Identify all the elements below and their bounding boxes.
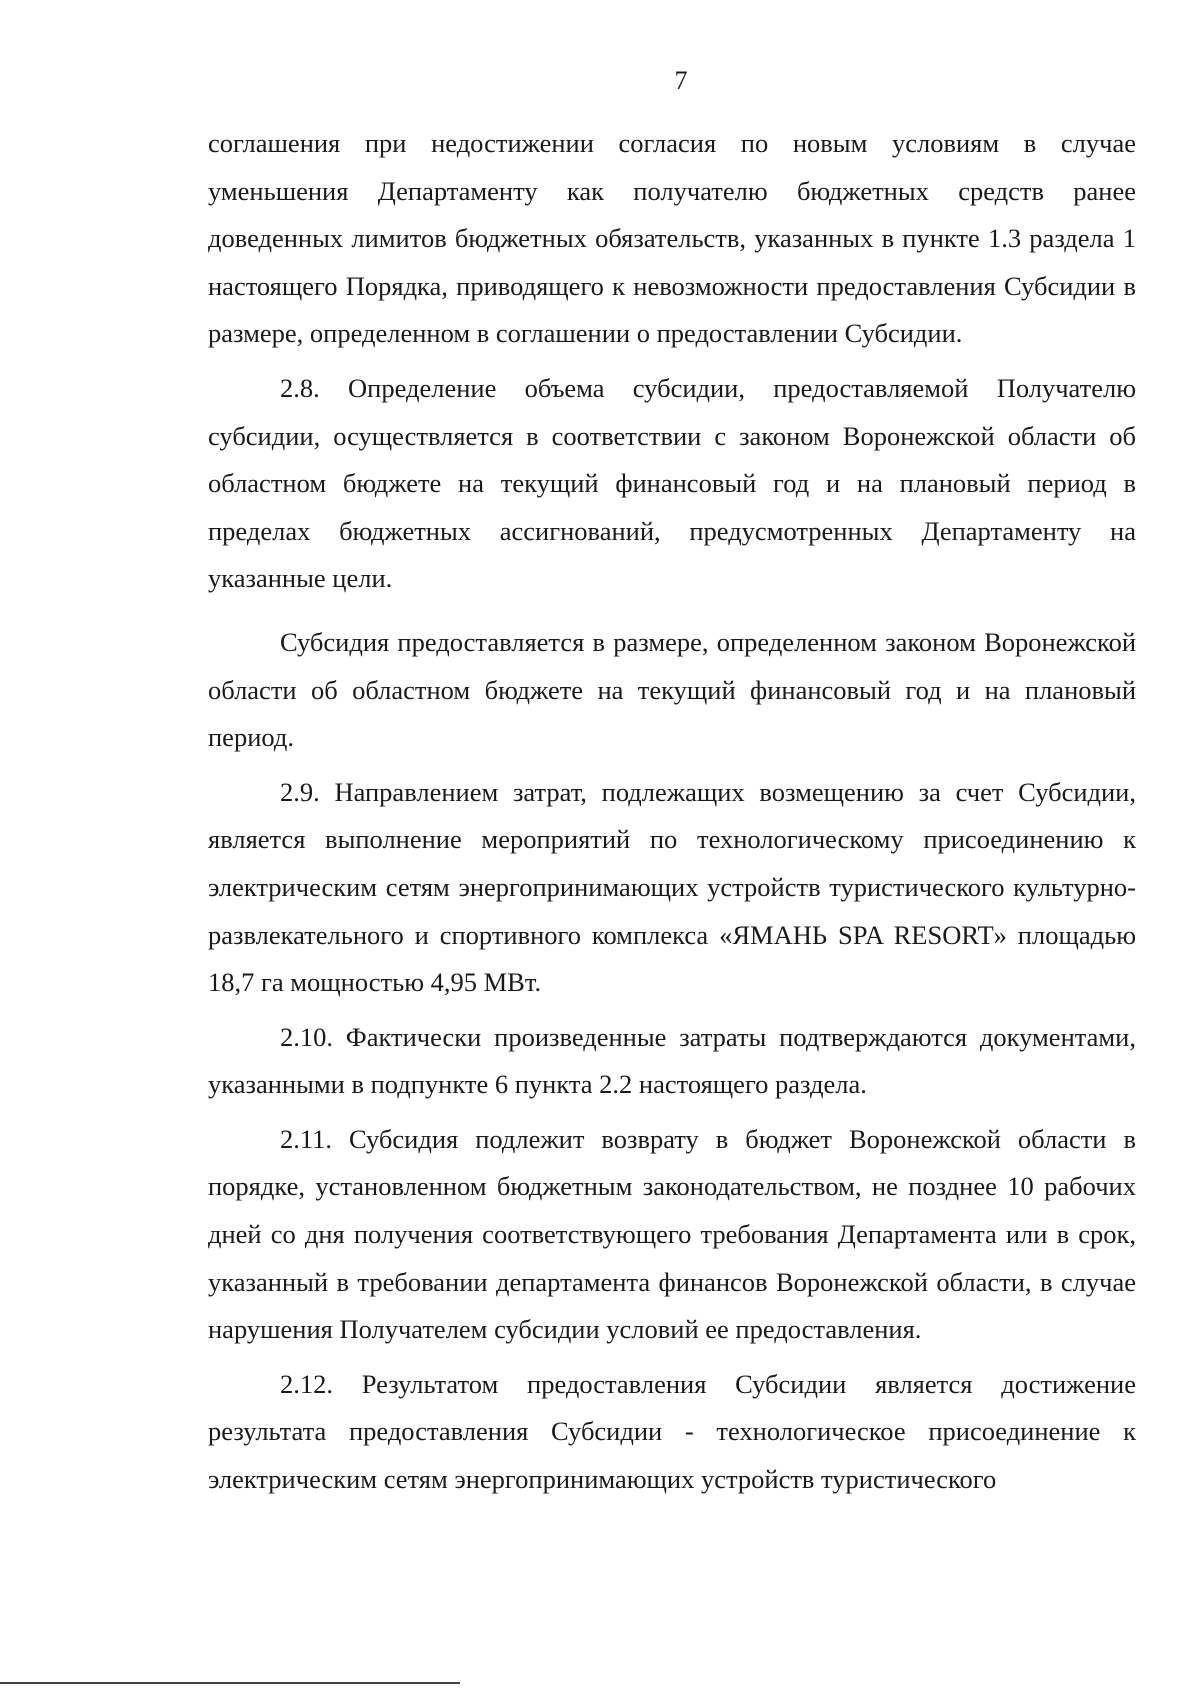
paragraph-2-12: 2.12. Результатом предоставления Субсидии является достижение результата предоставления Субсидии - технологическое присоединение к электрическим сетям энергопринимающих устройств туристического <box>208 1368 1136 1495</box>
paragraph-subsidy-amount: Субсидия предоставляется в размере, определенном законом Воронежской области об областном бюджете на текущий финансовый год и на плановый период. <box>208 626 1136 753</box>
document-body <box>208 120 1136 1504</box>
paragraph-2-10: 2.10. Фактически произведенные затраты подтверждаются документами, указанными в подпункте 6 пункта 2.2 настоящего раздела. <box>208 1021 1136 1100</box>
paragraph-continuation: соглашения при недостижении согласия по новым условиям в случае уменьшения Департаменту как получателю бюджетных средств ранее доведенных лимитов бюджетных обязательств, указанных в пункте 1.3 раздела 1 настоящего Порядка, приводящего к невозможности предоставления Субсидии в размере, определенном в соглашении о предоставлении Субсидии. <box>208 128 1136 349</box>
paragraph-2-9: 2.9. Направлением затрат, подлежащих возмещению за счет Субсидии, является выполнение мероприятий по технологическому присоединению к электрическим сетям энергопринимающих устройств туристического культурно-развлекательного и спортивного комплекса «ЯМАНЬ SPA RESORT» площадью 18,7 га мощностью 4,95 МВт. <box>208 776 1136 998</box>
paragraph-2-11: 2.11. Субсидия подлежит возврату в бюджет Воронежской области в порядке, установленном бюджетным законодательством, не позднее 10 рабочих дней со дня получения соответствующего требования Департамента или в срок, указанный в требовании департамента финансов Воронежской области, в случае нарушения Получателем субсидии условий ее предоставления. <box>208 1123 1136 1345</box>
paragraph-2-8: 2.8. Определение объема субсидии, предоставляемой Получателю субсидии, осуществляется в соответствии с законом Воронежской области об областном бюджете на текущий финансовый год и на плановый период в пределах бюджетных ассигнований, предусмотренных Департаменту на указанные цели. <box>208 372 1136 594</box>
page-number: 7 <box>674 66 688 95</box>
bottom-rule <box>0 1682 460 1684</box>
